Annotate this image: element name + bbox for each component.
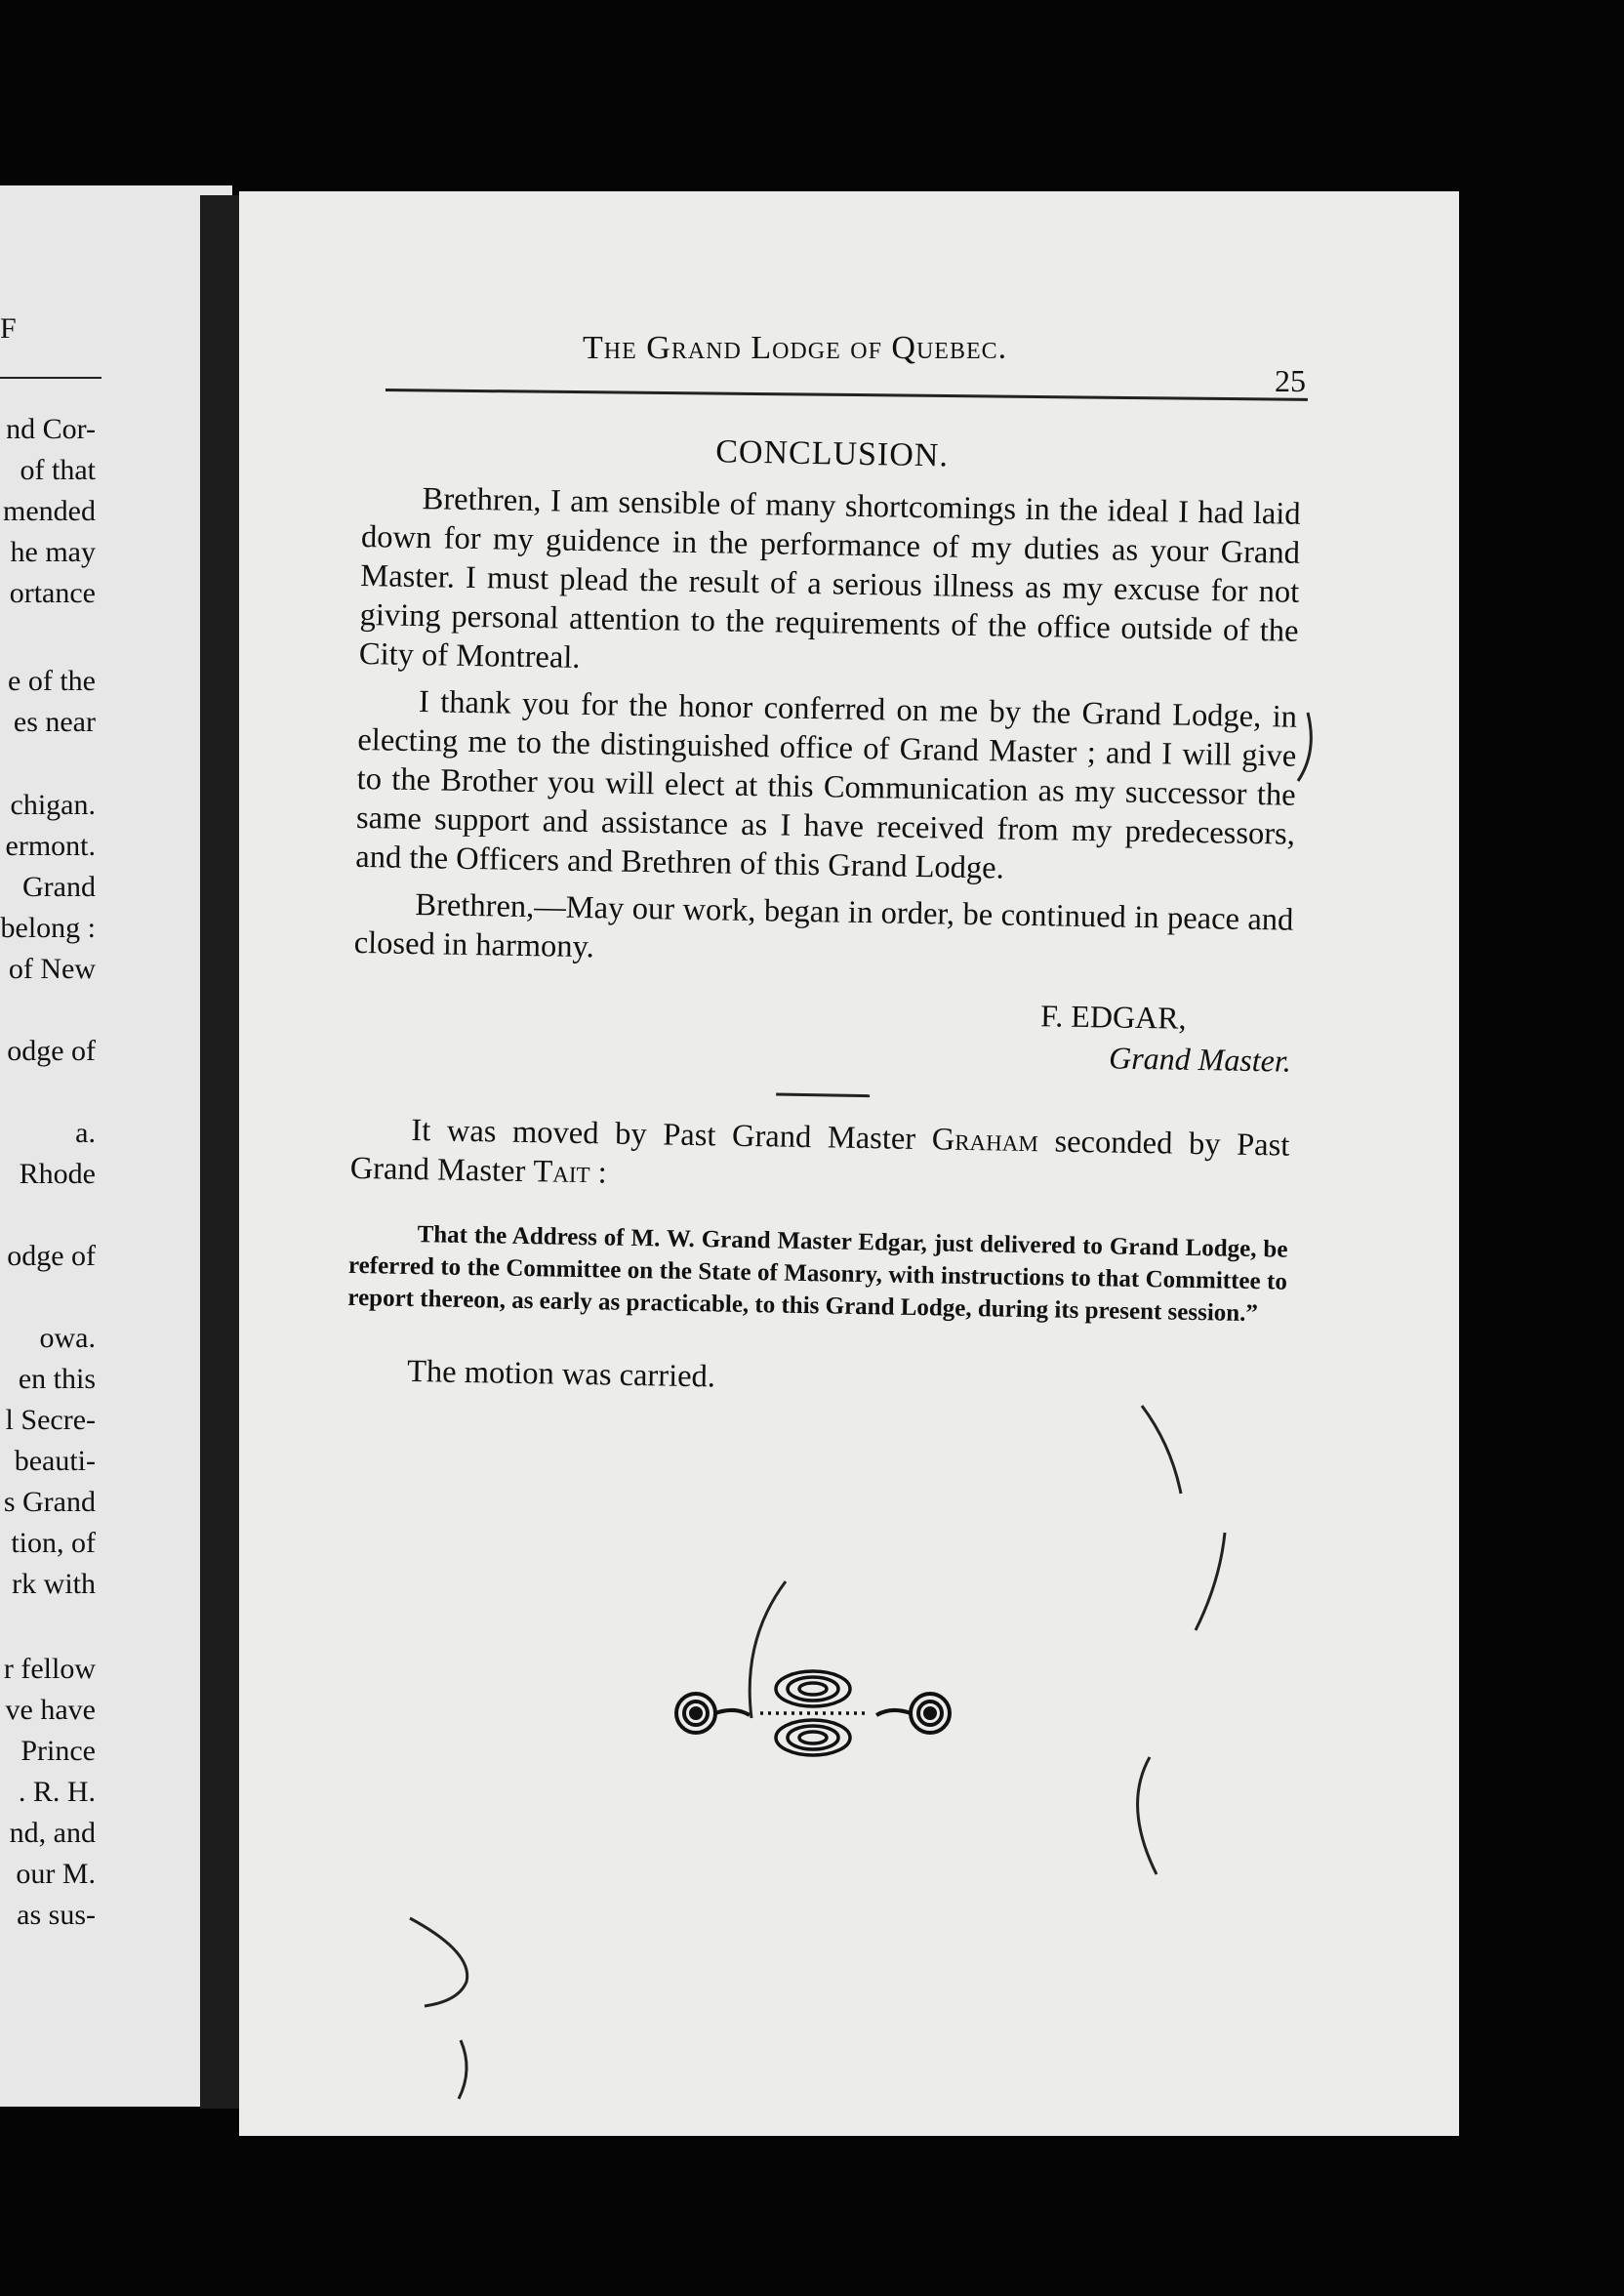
left-page-line: tion, of	[11, 1527, 96, 1559]
signatory-title: Grand Master.	[1108, 1040, 1292, 1079]
left-page-line: rk with	[12, 1568, 96, 1600]
resolution-text: That the Address of M. W. Grand Master Edgar, just delivered to Grand Lodge, be referred to the Committee on the State of Masonry, with instructions to that Committee to report thereon, as early as practicable, to this Grand Lodge, during its present session.”	[347, 1221, 1288, 1328]
left-page-line: ve have	[5, 1694, 96, 1726]
motion-paragraph	[349, 1110, 1289, 1205]
motion-seconder: Tait	[533, 1154, 590, 1191]
closing-line: The motion was carried.	[406, 1353, 716, 1395]
right-scroll-icon	[876, 1694, 950, 1733]
left-page-line: belong :	[0, 912, 96, 944]
running-head: The Grand Lodge of Quebec.	[583, 330, 1008, 366]
left-page-header-rule	[0, 377, 102, 379]
left-page-corner-letter: F	[0, 312, 17, 345]
printers-ornament	[667, 1660, 959, 1767]
left-page-line: ermont.	[5, 830, 96, 862]
left-page-line: of that	[20, 454, 96, 486]
page-body	[346, 428, 1302, 1406]
signatory-name: F. EDGAR,	[1039, 998, 1187, 1036]
left-page-line: nd, and	[9, 1817, 96, 1849]
left-page-line: e of the	[8, 665, 96, 697]
motion-intro: It was moved by Past Grand Master	[411, 1112, 916, 1157]
left-page-line: s Grand	[3, 1486, 96, 1518]
paragraph: I thank you for the honor conferred on me by the Grand Lodge, in electing me to the distinguished office of Grand Master ; and I will give to the Brother you will elect at this Communication as my successor the same support and assistance as I have received from my predecessors, and the Officers and Brethren of this Grand Lodge.	[355, 684, 1298, 886]
center-fleuron-icon	[760, 1671, 866, 1755]
left-page-line: of New	[8, 953, 96, 985]
left-page-line: odge of	[7, 1240, 96, 1272]
left-page	[0, 185, 232, 2107]
motion-mover: Graham	[931, 1122, 1039, 1160]
left-page-line: a.	[75, 1117, 96, 1149]
left-page-line: chigan.	[10, 789, 96, 821]
left-page-line: owa.	[39, 1322, 96, 1354]
left-page-line: . R. H.	[18, 1776, 96, 1808]
left-page-line: en this	[18, 1363, 96, 1395]
left-page-line: he may	[10, 536, 96, 568]
left-page-line: Grand	[22, 871, 96, 903]
motion-middle: seconded by Past Grand Master	[349, 1124, 1290, 1190]
left-page-line: r fellow	[3, 1653, 96, 1685]
paragraph: Brethren, I am sensible of many shortcomings in the ideal I had laid down for my guidence in the performance of my duties as your Grand Master. I must plead the result of a serious illness as my excuse for not giving personal attention to the requirements of the office outside of the City of Montreal.	[358, 481, 1301, 676]
paragraph: Brethren,—May our work, began in order, be continued in peace and closed in harmony.	[353, 887, 1294, 965]
left-page-line: ortance	[9, 577, 96, 609]
left-page-line: our M.	[16, 1858, 96, 1890]
section-title: CONCLUSION.	[714, 433, 950, 474]
left-page-line: Rhode	[19, 1158, 96, 1190]
left-page-line: mended	[3, 495, 96, 527]
left-page-line: odge of	[7, 1035, 96, 1067]
left-page-line: beauti-	[14, 1445, 96, 1477]
section-divider	[776, 1092, 870, 1097]
left-page-line: l Secre-	[5, 1404, 96, 1436]
left-page-line: es near	[13, 706, 96, 738]
left-scroll-icon	[676, 1694, 750, 1733]
left-page-line: as sus-	[17, 1899, 96, 1931]
page-number: 25	[1275, 363, 1306, 398]
signature-block	[352, 982, 1292, 1081]
motion-end: :	[597, 1155, 608, 1191]
left-page-line: nd Cor-	[6, 413, 96, 445]
left-page-line: Prince	[20, 1735, 96, 1767]
